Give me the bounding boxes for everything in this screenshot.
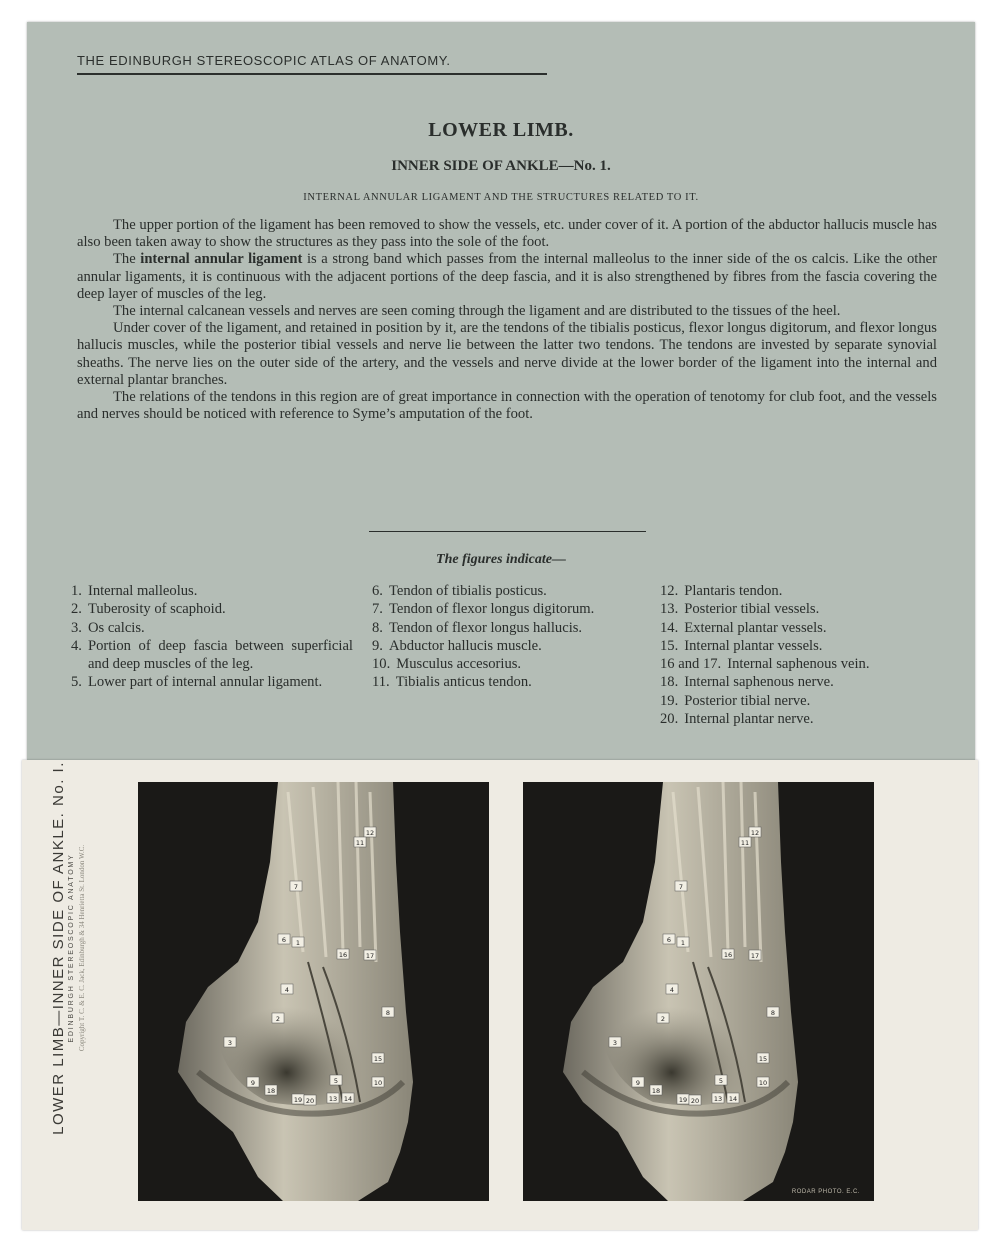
photo-label-marker	[354, 837, 366, 847]
photo-label-marker	[722, 949, 734, 959]
text-card	[27, 22, 975, 760]
photo-label-marker	[650, 1085, 662, 1095]
photo-label-text: 6	[281, 936, 287, 944]
legend-item: 19. Posterior tibial nerve.	[660, 692, 811, 709]
photo-label-text: 16	[338, 951, 348, 959]
photo-label-text: 3	[612, 1039, 618, 1047]
photo-label-text: 8	[385, 1009, 391, 1017]
section-subtitle: INNER SIDE OF ANKLE—No. 1.	[391, 158, 611, 174]
photo-label-marker	[689, 1095, 701, 1105]
photo-label-marker	[327, 1093, 339, 1103]
photo-label-text: 9	[635, 1079, 641, 1087]
side-title: LOWER LIMB—INNER SIDE OF ANKLE. No. I.	[50, 761, 67, 1135]
photo-label-text: 18	[651, 1087, 661, 1095]
photo-label-text: 14	[728, 1095, 738, 1103]
legend-item: 1. Internal malleolus.	[71, 583, 198, 599]
section-caption: INTERNAL ANNULAR LIGAMENT AND THE STRUCTURES RELATED TO IT.	[303, 192, 699, 203]
photo-label-text: 7	[293, 883, 299, 891]
photo-label-marker	[757, 1077, 769, 1087]
photo-label-text: 20	[305, 1097, 315, 1105]
legend-item: 6. Tendon of tibialis posticus.	[372, 583, 547, 599]
legend-item: 20. Internal plantar nerve.	[660, 711, 814, 728]
photo-label-marker	[715, 1075, 727, 1085]
photo-label-marker	[292, 937, 304, 947]
photo-label-marker	[632, 1077, 644, 1087]
photo-label-text: 13	[328, 1095, 338, 1103]
stereo-photo-left	[138, 782, 489, 1201]
divider	[369, 531, 646, 532]
side-caption	[50, 713, 120, 1183]
photo-label-text: 17	[750, 952, 760, 960]
photo-label-marker	[290, 881, 302, 891]
photo-label-text: 1	[680, 939, 686, 947]
paragraph: The upper portion of the ligament has been removed to show the vessels, etc. under cover of it. A portion of the abductor hallucis muscle has also been taken away to show the structures as they pass into the sole of the foot.	[77, 217, 937, 251]
photo-label-marker	[675, 881, 687, 891]
legend-column-2	[372, 582, 645, 692]
photo-label-marker	[749, 827, 761, 837]
photo-label-marker	[677, 1094, 689, 1104]
photo-label-marker	[272, 1013, 284, 1023]
photo-label-marker	[749, 950, 761, 960]
photo-label-text: 5	[718, 1077, 724, 1085]
legend-item: 11. Tibialis anticus tendon.	[372, 674, 532, 691]
paragraph: The internal annular ligament is a strong band which passes from the internal malleolus to the inner side of the os calcis. Like the other annular ligaments, it is continuous with the adjacent portions of the deep fascia, and it is also strengthened by fibres from the fascia covering the deep layer of muscles of the leg.	[77, 251, 937, 302]
legend-item: 16 and 17. Internal saphenous vein.	[660, 656, 870, 673]
photo-label-text: 17	[365, 952, 375, 960]
photo-label-text: 5	[333, 1077, 339, 1085]
legend-item: 14. External plantar vessels.	[660, 619, 827, 636]
photo-label-text: 14	[343, 1095, 353, 1103]
legend-item: 13. Posterior tibial vessels.	[660, 601, 820, 618]
photo-label-marker	[265, 1085, 277, 1095]
photo-label-text: 9	[250, 1079, 256, 1087]
photo-label-marker	[712, 1093, 724, 1103]
paragraph: The internal calcanean vessels and nerves are seen coming through the ligament and are distributed to the tissues of the heel.	[113, 303, 841, 320]
photo-label-marker	[224, 1037, 236, 1047]
photo-label-marker	[247, 1077, 259, 1087]
photo-label-marker	[278, 934, 290, 944]
photo-label-marker	[609, 1037, 621, 1047]
photo-label-text: 11	[740, 839, 750, 847]
photo-label-marker	[337, 949, 349, 959]
photo-label-marker	[292, 1094, 304, 1104]
legend-item: 3. Os calcis.	[71, 619, 145, 636]
legend-item: 5. Lower part of internal annular ligament.	[71, 674, 323, 691]
legend-item: 8. Tendon of flexor longus hallucis.	[372, 619, 583, 636]
photo-label-marker	[657, 1013, 669, 1023]
photo-label-text: 7	[678, 883, 684, 891]
photo-label-marker	[739, 837, 751, 847]
photo-label-text: 12	[365, 829, 375, 837]
stereo-card	[22, 760, 978, 1230]
photo-label-text: 16	[723, 951, 733, 959]
photo-label-text: 19	[293, 1096, 303, 1104]
photo-label-text: 12	[750, 829, 760, 837]
photo-label-marker	[304, 1095, 316, 1105]
legend-item: 12. Plantaris tendon.	[660, 583, 783, 599]
legend-item: 10. Musculus accesorius.	[372, 656, 522, 673]
photo-label-marker	[382, 1007, 394, 1017]
photo-label-text: 4	[284, 986, 290, 994]
photo-label-marker	[757, 1053, 769, 1063]
photo-label-marker	[663, 934, 675, 944]
legend-column-3	[660, 582, 940, 728]
photo-label-text: 11	[355, 839, 365, 847]
photo-credit: RODAR PHOTO. E.C.	[791, 1189, 860, 1195]
legend-item: 4. Portion of deep fascia between superficial and deep muscles of the leg.	[71, 637, 353, 673]
photo-label-text: 2	[660, 1015, 666, 1023]
photo-label-marker	[342, 1093, 354, 1103]
photo-label-text: 10	[373, 1079, 383, 1087]
photo-label-marker	[281, 984, 293, 994]
legend-item: 7. Tendon of flexor longus digitorum.	[372, 601, 595, 618]
side-subtitle: EDINBURGH STEREOSCOPIC ANATOMY	[68, 853, 75, 1043]
photo-label-text: 8	[770, 1009, 776, 1017]
photo-label-text: 15	[373, 1055, 383, 1063]
photo-label-text: 1	[295, 939, 301, 947]
legend-item: 2. Tuberosity of scaphoid.	[71, 601, 226, 618]
paragraph: The relations of the tendons in this region are of great importance in connection with the operation of tenotomy for club foot, and the vessels and nerves should be noticed with reference to Syme’s amputation of the foot.	[77, 389, 937, 423]
photo-label-text: 15	[758, 1055, 768, 1063]
photo-label-text: 2	[275, 1015, 281, 1023]
legend-item: 15. Internal plantar vessels.	[660, 637, 823, 654]
side-copyright: Copyright T. C. & E. C. Jack, Edinburgh & 34 Henrietta St. London W.C.	[78, 844, 86, 1052]
figures-heading: The figures indicate—	[436, 552, 566, 567]
photo-label-marker	[330, 1075, 342, 1085]
photo-label-text: 6	[666, 936, 672, 944]
photo-label-text: 4	[669, 986, 675, 994]
photo-label-marker	[372, 1077, 384, 1087]
photo-label-marker	[767, 1007, 779, 1017]
description-text	[77, 217, 937, 423]
legend-item: 18. Internal saphenous nerve.	[660, 674, 834, 691]
photo-label-text: 20	[690, 1097, 700, 1105]
stereo-photo-right	[523, 782, 874, 1201]
paragraph: Under cover of the ligament, and retained in position by it, are the tendons of the tibialis posticus, flexor longus digitorum, and flexor longus hallucis muscles, while the posterior tibial vessels and nerve lie between the latter two tendons. The tendons are invested by separate synovial sheaths. The nerve lies on the outer side of the artery, and the vessels and nerve divide at the lower border of the ligament into the internal and external plantar branches.	[77, 320, 937, 388]
photo-label-text: 18	[266, 1087, 276, 1095]
photo-label-marker	[666, 984, 678, 994]
photo-label-marker	[677, 937, 689, 947]
photo-label-text: 10	[758, 1079, 768, 1087]
photo-label-marker	[364, 827, 376, 837]
bold-term: internal annular ligament	[140, 251, 303, 268]
atlas-title: THE EDINBURGH STEREOSCOPIC ATLAS OF ANATOMY.	[77, 53, 547, 75]
photo-label-marker	[372, 1053, 384, 1063]
section-title: LOWER LIMB.	[428, 119, 574, 141]
photo-label-text: 3	[227, 1039, 233, 1047]
legend-column-1	[71, 582, 353, 692]
ankle-dissection-image	[523, 782, 874, 1201]
photo-label-text: 13	[713, 1095, 723, 1103]
photo-label-marker	[727, 1093, 739, 1103]
legend-item: 9. Abductor hallucis muscle.	[372, 637, 542, 654]
photo-label-text: 19	[678, 1096, 688, 1104]
photo-label-marker	[364, 950, 376, 960]
ankle-dissection-image	[138, 782, 489, 1201]
